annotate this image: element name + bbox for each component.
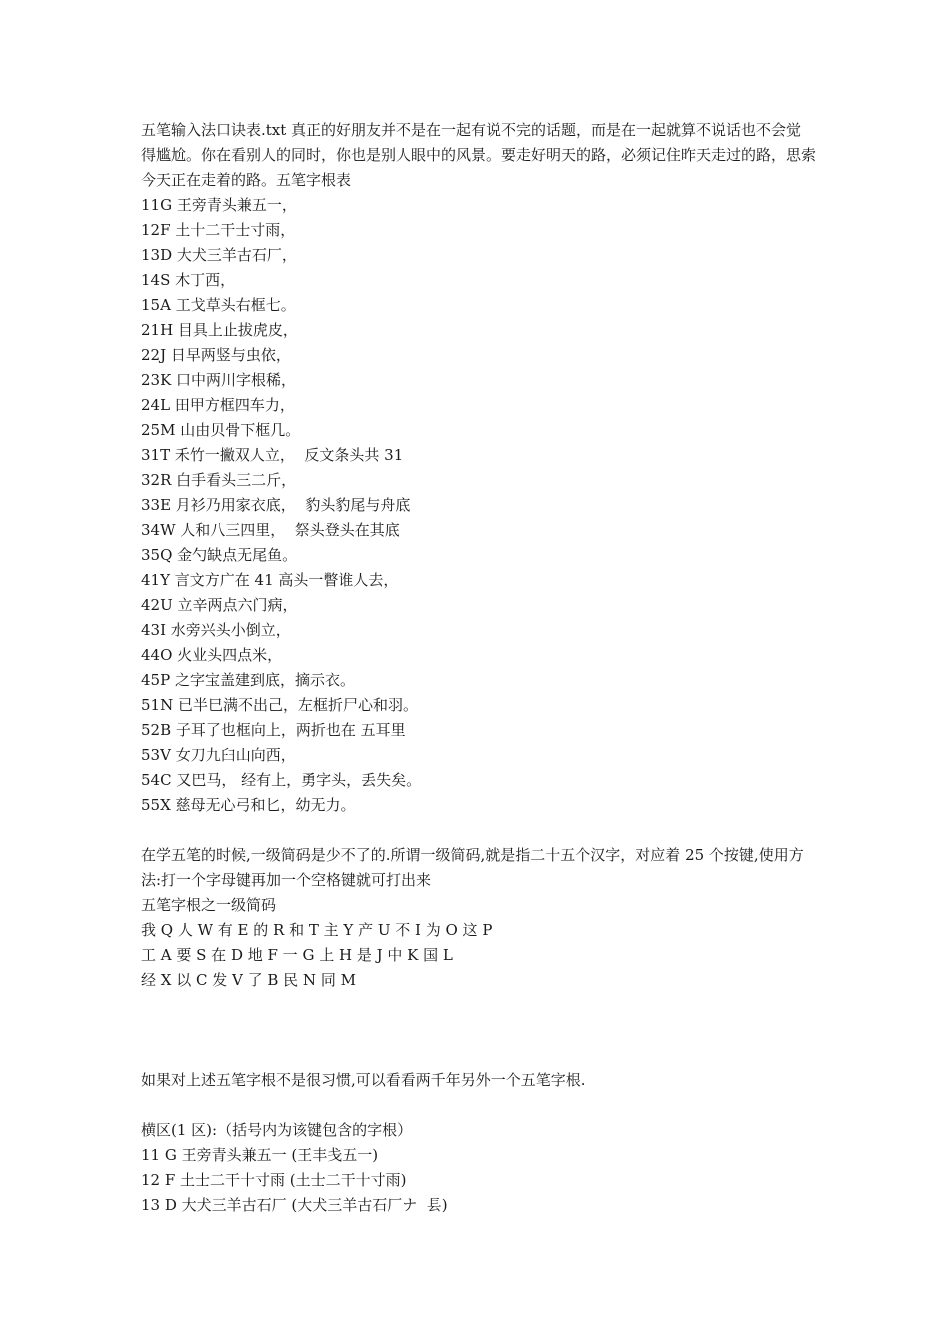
spacer xyxy=(141,993,816,1068)
mnemonic-line: 55X 慈母无心弓和匕，幼无力。 xyxy=(141,796,356,814)
mnemonic-list xyxy=(141,193,816,818)
zone-row: 11 G 王旁青头兼五一 (王丰戋五一) xyxy=(141,1146,379,1164)
mnemonic-line: 25M 山由贝骨下框几。 xyxy=(141,421,301,439)
mnemonic-line: 31T 禾竹一撇双人立， 反文条头共 31 xyxy=(141,446,404,464)
mnemonic-line: 45P 之字宝盖建到底，摘示衣。 xyxy=(141,671,355,689)
mnemonic-line: 44O 火业头四点米， xyxy=(141,646,283,664)
mnemonic-line: 24L 田甲方框四车力， xyxy=(141,396,295,414)
mnemonic-line: 22J 日早两竖与虫依， xyxy=(141,346,291,364)
mnemonic-line: 43I 水旁兴头小倒立， xyxy=(141,621,291,639)
spacer xyxy=(141,1093,816,1118)
mnemonic-line: 33E 月衫乃用家衣底， 豹头豹尾与舟底 xyxy=(141,496,411,514)
simple-code-title: 五笔字根之一级简码 xyxy=(141,896,277,914)
zone-row: 12 F 土士二干十寸雨 (土士二干十寸雨) xyxy=(141,1171,407,1189)
document-body xyxy=(141,118,816,1218)
simple-code-row: 我 Q 人 W 有 E 的 R 和 T 主 Y 产 U 不 I 为 O 这 P xyxy=(141,921,493,939)
simple-code-table xyxy=(141,918,816,993)
mnemonic-line: 41Y 言文方广在 41 高头一瞥谁人去， xyxy=(141,571,399,589)
mnemonic-line: 12F 土十二干士寸雨， xyxy=(141,221,296,239)
mnemonic-line: 35Q 金勺缺点无尾鱼。 xyxy=(141,546,298,564)
note-line: 如果对上述五笔字根不是很习惯,可以看看两千年另外一个五笔字根. xyxy=(141,1071,586,1089)
mnemonic-line: 51N 已半巳满不出己，左框折尸心和羽。 xyxy=(141,696,418,714)
simple-code-intro: 在学五笔的时候,一级简码是少不了的.所谓一级简码,就是指二十五个汉字，对应着 25 个按键,使用方法:打一个字母键再加一个空格键就可打出来 xyxy=(141,846,804,889)
mnemonic-line: 11G 王旁青头兼五一， xyxy=(141,196,297,214)
zone-list xyxy=(141,1143,816,1218)
zone-row: 13 D 大犬三羊古石厂 (大犬三羊古石厂ナ 镸) xyxy=(141,1196,448,1214)
mnemonic-line: 42U 立辛两点六门病， xyxy=(141,596,298,614)
mnemonic-line: 15A 工戈草头右框七。 xyxy=(141,296,296,314)
mnemonic-line: 34W 人和八三四里， 祭头登头在其底 xyxy=(141,521,400,539)
intro-paragraph: 五笔输入法口诀表.txt 真正的好朋友并不是在一起有说不完的话题，而是在一起就算不说话也不会觉得尴尬。你在看别人的同时，你也是别人眼中的风景。要走好明天的路，必须记住昨天走过的路，思索今天正在走着的路。五笔字根表 xyxy=(141,121,817,189)
mnemonic-line: 54C 又巴马， 经有上，勇字头，丢失矣。 xyxy=(141,771,422,789)
mnemonic-line: 32R 白手看头三二斤， xyxy=(141,471,297,489)
mnemonic-line: 21H 目具上止拔虎皮， xyxy=(141,321,298,339)
zone-title: 横区(1 区):（括号内为该键包含的字根） xyxy=(141,1121,413,1139)
simple-code-row: 工 A 要 S 在 D 地 F 一 G 上 H 是 J 中 K 国 L xyxy=(141,946,453,964)
simple-code-row: 经 X 以 C 发 V 了 B 民 N 同 M xyxy=(141,971,356,989)
mnemonic-line: 23K 口中两川字根稀， xyxy=(141,371,297,389)
mnemonic-line: 52B 子耳了也框向上，两折也在 五耳里 xyxy=(141,721,406,739)
spacer xyxy=(141,818,816,843)
mnemonic-line: 14S 木丁西， xyxy=(141,271,236,289)
mnemonic-line: 13D 大犬三羊古石厂， xyxy=(141,246,297,264)
mnemonic-line: 53V 女刀九臼山向西， xyxy=(141,746,296,764)
